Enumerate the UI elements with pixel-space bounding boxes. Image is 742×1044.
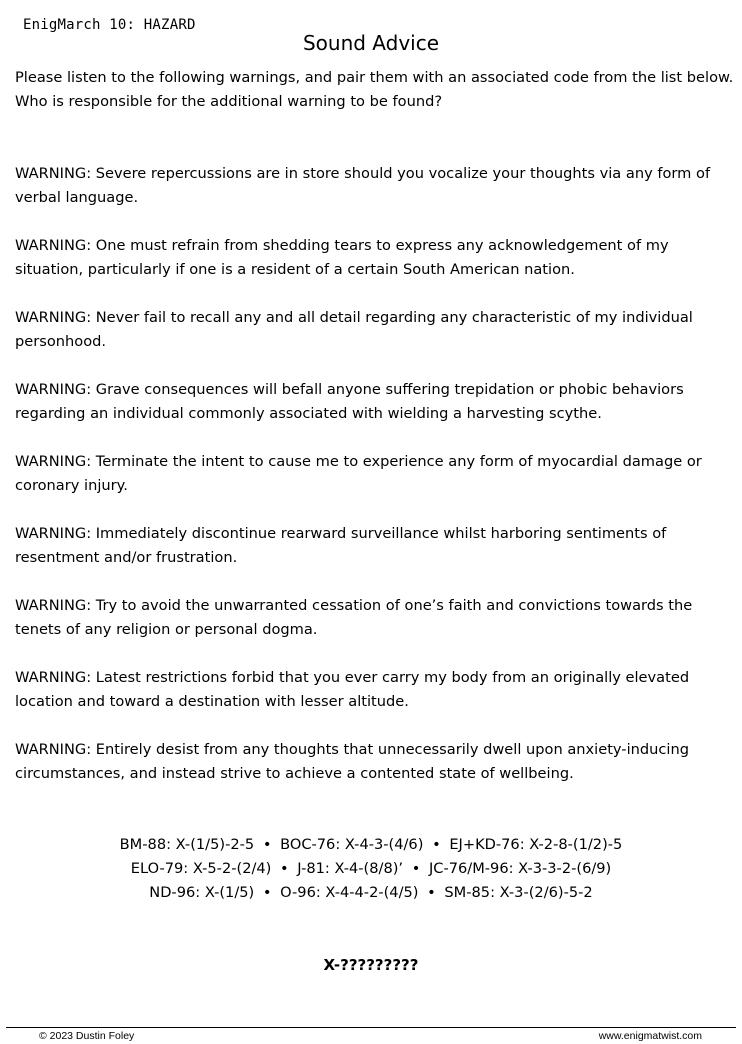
code-entry: ND-96: X-(1/5) (149, 884, 255, 901)
bullet-separator: • (427, 884, 436, 901)
code-row (0, 881, 742, 905)
code-entry: BM-88: X-(1/5)-2-5 (119, 836, 255, 853)
code-entry: SM-85: X-3-(2/6)-5-2 (444, 884, 593, 901)
bullet-separator: • (262, 836, 272, 853)
bullet-separator: • (262, 884, 272, 901)
answer-template: X-????????? (323, 956, 419, 974)
puzzle-series-tag: EnigMarch 10: HAZARD (23, 17, 196, 33)
intro-text: Please listen to the following warnings, and pair them with an associated code from the list below. Who is responsible for the additional warning to be found? (15, 69, 734, 110)
code-list (0, 833, 742, 905)
page-title: Sound Advice (302, 31, 440, 55)
warning-item: WARNING: Immediately discontinue rearward surveillance whilst harboring sentiments of resentment and/or frustration. (15, 525, 667, 566)
code-row (0, 857, 742, 881)
warning-item: WARNING: Severe repercussions are in store should you vocalize your thoughts via any form of verbal language. (15, 165, 711, 206)
code-entry: EJ+KD-76: X-2-8-(1/2)-5 (449, 836, 623, 853)
code-entry: ELO-79: X-5-2-(2/4) (130, 860, 272, 877)
code-entry: JC-76/M-96: X-3-3-2-(6/9) (428, 860, 612, 877)
footer-divider (6, 1027, 736, 1028)
warning-item: WARNING: One must refrain from shedding tears to express any acknowledgement of my situation, particularly if one is a resident of a certain South American nation. (15, 237, 669, 278)
warning-item: WARNING: Try to avoid the unwarranted cessation of one’s faith and convictions towards the tenets of any religion or personal dogma. (15, 597, 693, 638)
bullet-separator: • (411, 860, 421, 877)
warnings-list (15, 162, 737, 810)
warning-item: WARNING: Never fail to recall any and all detail regarding any characteristic of my individual personhood. (15, 309, 693, 350)
warning-item: WARNING: Latest restrictions forbid that you ever carry my body from an originally elevated location and toward a destination with lesser altitude. (15, 669, 690, 710)
warning-item: WARNING: Grave consequences will befall anyone suffering trepidation or phobic behaviors regarding an individual commonly associated with wielding a harvesting scythe. (15, 381, 684, 422)
footer-website: www.enigmatwist.com (598, 1030, 702, 1042)
code-entry: O-96: X-4-4-2-(4/5) (280, 884, 419, 901)
code-row (0, 833, 742, 857)
warning-item: WARNING: Terminate the intent to cause me to experience any form of myocardial damage or coronary injury. (15, 453, 702, 494)
bullet-separator: • (280, 860, 289, 877)
code-entry: BOC-76: X-4-3-(4/6) (280, 836, 424, 853)
code-entry: J-81: X-4-(8/8)’ (297, 860, 404, 877)
bullet-separator: • (432, 836, 441, 853)
warning-item: WARNING: Entirely desist from any thoughts that unnecessarily dwell upon anxiety-inducing circumstances, and instead strive to achieve a contented state of wellbeing. (15, 741, 689, 782)
footer-copyright: © 2023 Dustin Foley (39, 1030, 135, 1042)
